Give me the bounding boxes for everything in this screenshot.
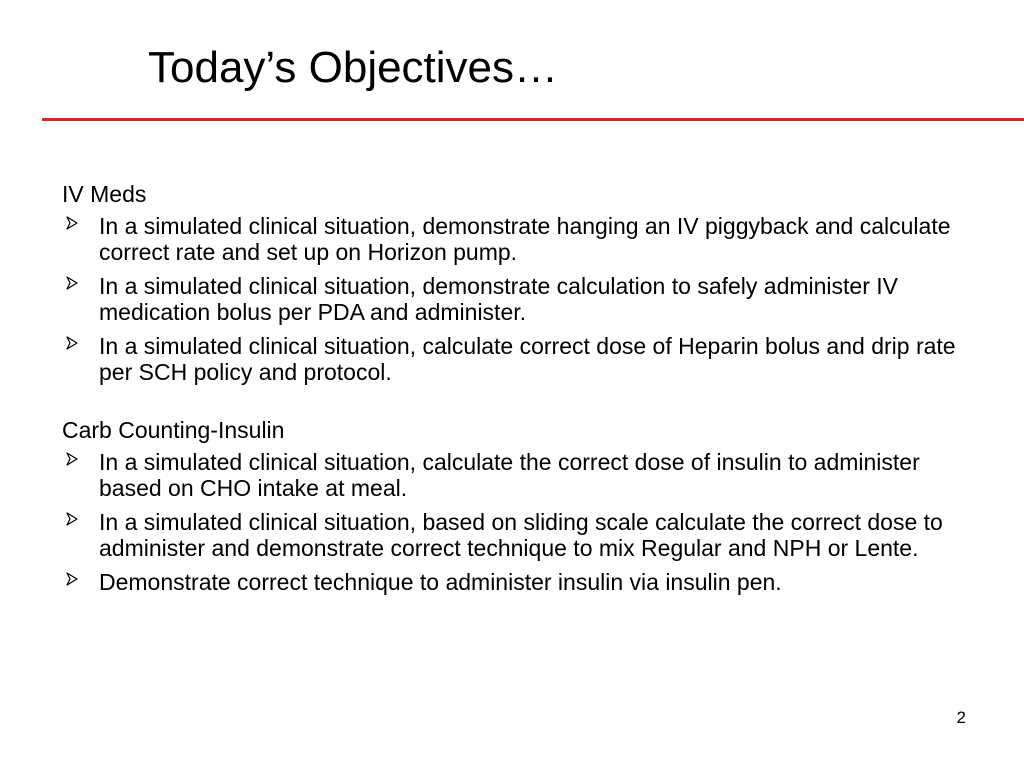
bullet-list [62,213,982,385]
list-item [62,509,982,561]
bullet-list [62,449,982,595]
arrowhead-bullet-icon [66,572,78,586]
page-number: 2 [956,708,966,727]
list-item-text: In a simulated clinical situation, calculate the correct dose of insulin to administer based on CHO intake at meal. [99,449,920,501]
list-item [62,449,982,501]
section-carb-counting-insulin [62,416,982,595]
section-heading: Carb Counting-Insulin [62,417,285,443]
list-item [62,333,982,385]
list-item [62,273,982,325]
arrowhead-bullet-icon [66,512,78,526]
list-item-text: In a simulated clinical situation, calculate correct dose of Heparin bolus and drip rate per SCH policy and protocol. [99,333,956,385]
section-iv-meds [62,180,982,385]
list-item-text: Demonstrate correct technique to administer insulin via insulin pen. [99,569,782,595]
section-heading: IV Meds [62,181,147,207]
list-item [62,569,982,595]
title-divider [42,118,1024,121]
list-item-text: In a simulated clinical situation, demonstrate calculation to safely administer IV medication bolus per PDA and administer. [99,273,899,325]
arrowhead-bullet-icon [66,336,78,350]
arrowhead-bullet-icon [66,216,78,230]
list-item-text: In a simulated clinical situation, demonstrate hanging an IV piggyback and calculate correct rate and set up on Horizon pump. [99,213,951,265]
slide-content [62,180,982,603]
list-item-text: In a simulated clinical situation, based on sliding scale calculate the correct dose to administer and demonstrate correct technique to mix Regular and NPH or Lente. [99,509,943,561]
arrowhead-bullet-icon [66,276,78,290]
arrowhead-bullet-icon [66,452,78,466]
list-item [62,213,982,265]
slide-title: Today’s Objectives… [148,43,559,92]
